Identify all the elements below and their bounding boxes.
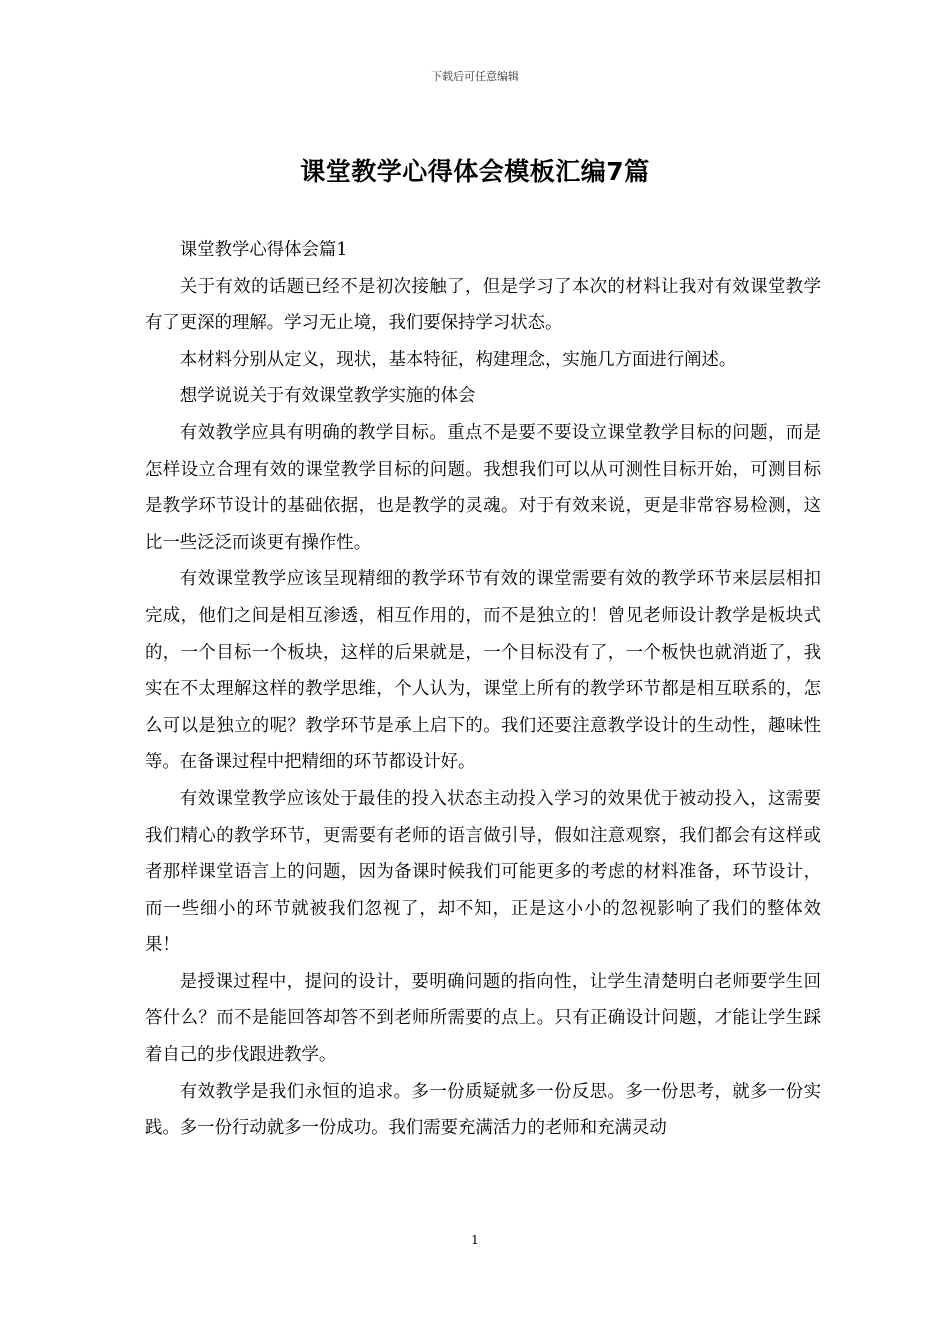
paragraph: 想学说说关于有效课堂教学实施的体会 (179, 386, 476, 407)
paragraph: 是授课过程中，提问的设计，要明确问题的指向性，让学生清楚明白老师要学生回答什么？而不是能回答却答不到老师所需要的点上。只有正确设计问题，才能让学生踩着自己的步伐跟进教学。 (145, 971, 821, 1066)
document-title: 课堂教学心得体会模板汇编7篇 (300, 157, 650, 186)
paragraph: 有效教学应具有明确的教学目标。重点不是要不要设立课堂教学目标的问题，而是怎样设立合理有效的课堂教学目标的问题。我想我们可以从可测性目标开始，可测目标是教学环节设计的基础依据，也是教学的灵魂。对于有效来说，更是非常容易检测，这比一些泛泛而谈更有操作性。 (145, 422, 821, 553)
paragraph: 本材料分别从定义，现状，基本特征，构建理念，实施几方面进行阐述。 (179, 349, 737, 370)
paragraph: 有效教学是我们永恒的追求。多一份质疑就多一份反思。多一份思考，就多一份实践。多一份行动就多一份成功。我们需要充满活力的老师和充满灵动 (145, 1081, 821, 1139)
page-header: 下载后可任意编辑 (431, 70, 519, 83)
paragraph: 有效课堂教学应该呈现精细的教学环节有效的课堂需要有效的教学环节来层层相扣完成，他们之间是相互渗透，相互作用的，而不是独立的！曾见老师设计教学是板块式的，一个目标一个板块，这样的后果就是，一个目标没有了，一个板快也就消逝了，我实在不太理解这样的教学思维，个人认为，课堂上所有的教学环节都是相互联系的，怎么可以是独立的呢？教学环节是承上启下的。我们还要注意教学设计的生动性，趣味性等。在备课过程中把精细的环节都设计好。 (145, 569, 821, 773)
paragraph: 有效课堂教学应该处于最佳的投入状态主动投入学习的效果优于被动投入，这需要我们精心的教学环节，更需要有老师的语言做引导，假如注意观察，我们都会有这样或者那样课堂语言上的问题，因为备课时候我们可能更多的考虑的材料准备，环节设计，而一些细小的环节就被我们忽视了，却不知，正是这小小的忽视影响了我们的整体效果！ (145, 788, 821, 956)
paragraph: 关于有效的话题已经不是初次接触了，但是学习了本次的材料让我对有效课堂教学有了更深的理解。学习无止境，我们要保持学习状态。 (145, 276, 821, 334)
page-number: 1 (471, 1233, 479, 1247)
section-heading: 课堂教学心得体会篇1 (179, 240, 348, 260)
document-body (145, 232, 821, 1147)
